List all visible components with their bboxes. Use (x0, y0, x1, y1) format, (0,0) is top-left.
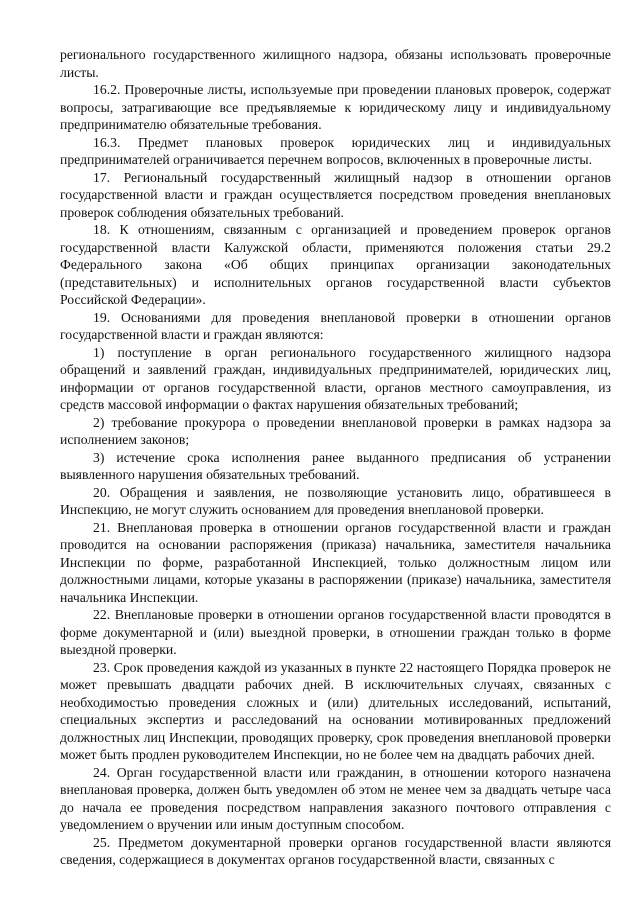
paragraph-19-item-2: 2) требование прокурора о проведении внеплановой проверки в рамках надзора за исполнением законов; (60, 414, 611, 447)
paragraph-19: 19. Основаниями для проведения внеплановой проверки в отношении органов государственной власти и граждан являются: (60, 309, 611, 342)
paragraph-19-item-1: 1) поступление в орган регионального государственного жилищного надзора обращений и заявлений граждан, индивидуальных предпринимателей, юридических лиц, информации от органов государственной власти, органов местного самоуправления, из средств массовой информации о фактах нарушения обязательных требований; (60, 344, 611, 412)
paragraph-22: 22. Внеплановые проверки в отношении органов государственной власти проводятся в форме документарной и (или) выездной проверки, в отношении граждан только в форме выездной проверки. (60, 607, 611, 657)
paragraph-25: 25. Предметом документарной проверки органов государственной власти являются сведения, содержащиеся в документах органов государственной власти, связанных с (60, 834, 611, 867)
paragraph-17: 17. Региональный государственный жилищный надзор в отношении органов государственной власти и граждан осуществляется посредством проведения внеплановых проверок соблюдения обязательных требований. (60, 169, 611, 220)
paragraph-23: 23. Срок проведения каждой из указанных в пункте 22 настоящего Порядка проверок не может превышать двадцати рабочих дней. В исключительных случаях, связанных с необходимостью проведения сложных и (или) длительных исследований, испытаний, специальных экспертиз и расследований на основании мотивированных предложений должностных лиц Инспекции, проводящих проверку, срок проведения внеплановой проверки может быть продлен руководителем Инспекции, но не более чем на двадцать рабочих дней. (60, 659, 611, 762)
document-body (60, 46, 611, 869)
paragraph-21: 21. Внеплановая проверка в отношении органов государственной власти и граждан проводится на основании распоряжения (приказа) начальника, заместителя начальника Инспекции по форме, разработанной Инспекцией, только должностным лицом или должностными лицами, которые указаны в распоряжении (приказе) начальника, заместителя начальника Инспекции. (60, 519, 611, 605)
paragraph-20: 20. Обращения и заявления, не позволяющие установить лицо, обратившееся в Инспекцию, не могут служить основанием для проведения внеплановой проверки. (60, 484, 611, 517)
paragraph-16-2: 16.2. Проверочные листы, используемые при проведении плановых проверок, содержат вопросы, затрагивающие все предъявляемые к юридическому лицу и индивидуальному предпринимателю обязательные требования. (60, 82, 611, 132)
paragraph-19-item-3: 3) истечение срока исполнения ранее выданного предписания об устранении выявленного нарушения обязательных требований. (60, 449, 611, 482)
paragraph-18: 18. К отношениям, связанным с организацией и проведением проверок органов государственной власти Калужской области, применяются положения статьи 29.2 Федерального закона «Об общих принципах организации законодательных (представительных) и исполнительных органов государственной власти субъектов Российской Федерации». (60, 222, 611, 307)
paragraph-16-3: 16.3. Предмет плановых проверок юридических лиц и индивидуальных предпринимателей ограничивается перечнем вопросов, включенных в проверочные листы. (60, 134, 611, 167)
paragraph-24: 24. Орган государственной власти или гражданин, в отношении которого назначена внеплановая проверка, должен быть уведомлен об этом не менее чем за двадцать четыре часа до начала ее проведения посредством направления заказного почтового отправления с уведомлением о вручении или иным доступным способом. (60, 764, 611, 832)
paragraph-continuation: регионального государственного жилищного надзора, обязаны использовать проверочные листы. (60, 47, 611, 80)
